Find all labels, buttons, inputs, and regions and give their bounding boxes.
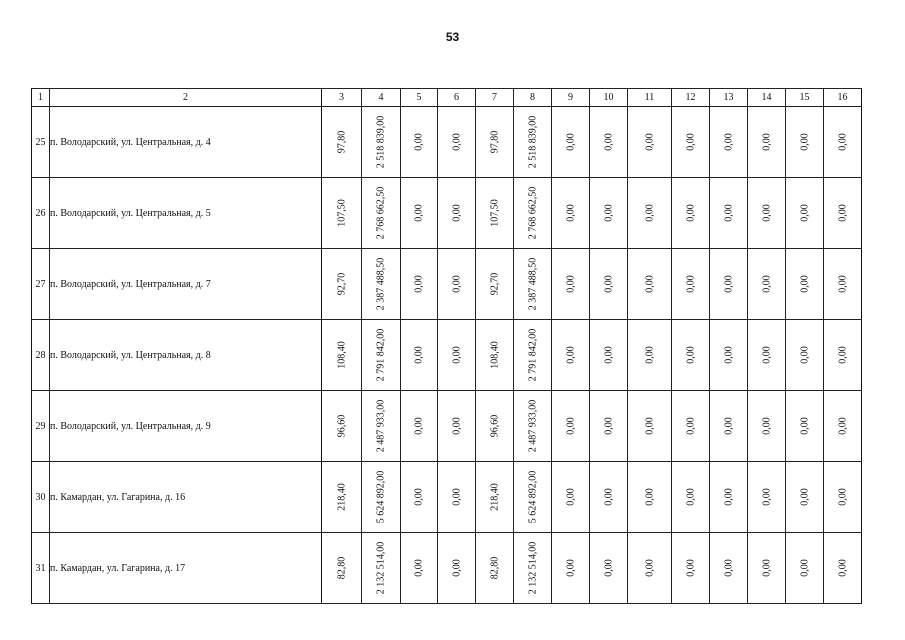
table-row <box>32 107 862 178</box>
value-text: 0,00 <box>603 275 614 293</box>
value-text: 2 487 933,00 <box>375 399 387 453</box>
value-text: 0,00 <box>565 488 576 506</box>
value-text: 0,00 <box>451 204 462 222</box>
value-text: 0,00 <box>644 417 655 435</box>
value-text: 0,00 <box>644 204 655 222</box>
column-header-9: 9 <box>552 89 590 107</box>
value-cell-col-15 <box>786 391 824 462</box>
value-text: 2 132 514,00 <box>527 541 538 595</box>
value-text: 82,80 <box>489 556 500 580</box>
value-text: 0,00 <box>799 204 810 222</box>
value-text: 0,00 <box>685 488 696 506</box>
value-cell-col-13 <box>710 178 748 249</box>
value-cell-col-9 <box>552 462 590 533</box>
value-text: 0,00 <box>685 275 696 293</box>
value-text: 0,00 <box>761 346 772 364</box>
value-cell-col-4 <box>362 107 401 178</box>
value-text: 0,00 <box>837 346 848 364</box>
value-cell-col-4 <box>362 462 401 533</box>
value-cell-col-10 <box>590 533 628 604</box>
value-cell-col-3 <box>322 320 362 391</box>
value-text: 2 518 839,00 <box>375 115 387 169</box>
column-header-10: 10 <box>590 89 628 107</box>
value-text: 2 387 488,50 <box>527 257 538 311</box>
value-cell-col-16 <box>824 391 862 462</box>
value-text: 0,00 <box>799 275 810 293</box>
value-text: 0,00 <box>837 417 848 435</box>
value-cell-col-14 <box>748 391 786 462</box>
value-cell-col-6 <box>438 107 476 178</box>
value-text: 0,00 <box>603 559 614 577</box>
value-cell-col-7 <box>476 107 514 178</box>
value-text: 82,80 <box>336 556 347 580</box>
column-header-11: 11 <box>628 89 672 107</box>
table-body <box>32 107 862 604</box>
column-header-15: 15 <box>786 89 824 107</box>
value-text: 0,00 <box>413 204 425 222</box>
value-text: 0,00 <box>685 346 696 364</box>
page-number: 53 <box>445 30 460 44</box>
value-cell-col-11 <box>628 320 672 391</box>
value-cell-col-16 <box>824 178 862 249</box>
value-text: 0,00 <box>603 346 614 364</box>
value-cell-col-12 <box>672 249 710 320</box>
value-text: 96,60 <box>489 414 500 438</box>
value-text: 0,00 <box>761 275 772 293</box>
value-text: 0,00 <box>565 133 576 151</box>
value-text: 96,60 <box>336 414 347 438</box>
value-cell-col-15 <box>786 249 824 320</box>
value-text: 0,00 <box>413 133 425 151</box>
value-cell-col-7 <box>476 391 514 462</box>
column-header-6: 6 <box>438 89 476 107</box>
value-text: 0,00 <box>837 133 848 151</box>
value-text: 0,00 <box>565 204 576 222</box>
column-header-4: 4 <box>362 89 401 107</box>
value-cell-col-7 <box>476 533 514 604</box>
value-cell-col-13 <box>710 107 748 178</box>
value-cell-col-10 <box>590 178 628 249</box>
value-cell-col-6 <box>438 391 476 462</box>
value-text: 2 791 842,00 <box>527 328 538 382</box>
value-text: 108,40 <box>489 341 500 369</box>
column-header-12: 12 <box>672 89 710 107</box>
row-number-cell: 29 <box>32 391 50 462</box>
value-text: 5 624 892,00 <box>375 470 387 524</box>
value-text: 107,50 <box>336 199 347 227</box>
value-cell-col-4 <box>362 249 401 320</box>
value-text: 218,40 <box>489 483 500 511</box>
value-text: 2 387 488,50 <box>375 257 387 311</box>
value-text: 2 132 514,00 <box>375 541 387 595</box>
value-cell-col-11 <box>628 533 672 604</box>
value-cell-col-5 <box>401 462 438 533</box>
address-cell: п. Володарский, ул. Центральная, д. 4 <box>50 107 322 178</box>
value-text: 0,00 <box>413 417 425 435</box>
value-text: 92,70 <box>489 272 500 296</box>
value-text: 0,00 <box>723 275 734 293</box>
value-text: 0,00 <box>723 417 734 435</box>
row-number-cell: 28 <box>32 320 50 391</box>
value-cell-col-14 <box>748 320 786 391</box>
value-text: 0,00 <box>413 346 425 364</box>
value-cell-col-15 <box>786 107 824 178</box>
value-cell-col-5 <box>401 107 438 178</box>
address-cell: п. Камардан, ул. Гагарина, д. 17 <box>50 533 322 604</box>
value-text: 0,00 <box>565 346 576 364</box>
value-text: 0,00 <box>799 488 810 506</box>
column-header-2: 2 <box>50 89 322 107</box>
value-text: 0,00 <box>603 417 614 435</box>
value-cell-col-3 <box>322 178 362 249</box>
value-text: 92,70 <box>336 272 347 296</box>
value-text: 0,00 <box>761 559 772 577</box>
value-cell-col-11 <box>628 249 672 320</box>
address-cell: п. Володарский, ул. Центральная, д. 9 <box>50 391 322 462</box>
row-number-cell: 27 <box>32 249 50 320</box>
value-text: 0,00 <box>644 275 655 293</box>
value-cell-col-9 <box>552 320 590 391</box>
value-cell-col-11 <box>628 178 672 249</box>
value-text: 108,40 <box>336 341 347 369</box>
value-text: 0,00 <box>565 559 576 577</box>
row-number-cell: 25 <box>32 107 50 178</box>
value-text: 0,00 <box>799 133 810 151</box>
value-text: 0,00 <box>837 559 848 577</box>
address-cell: п. Камардан, ул. Гагарина, д. 16 <box>50 462 322 533</box>
column-header-13: 13 <box>710 89 748 107</box>
value-cell-col-8 <box>514 178 552 249</box>
value-cell-col-10 <box>590 391 628 462</box>
value-text: 0,00 <box>723 488 734 506</box>
value-text: 0,00 <box>644 133 655 151</box>
value-text: 0,00 <box>685 204 696 222</box>
value-cell-col-6 <box>438 533 476 604</box>
value-cell-col-11 <box>628 107 672 178</box>
value-cell-col-13 <box>710 533 748 604</box>
value-text: 0,00 <box>799 559 810 577</box>
value-text: 2 518 839,00 <box>527 115 538 169</box>
value-cell-col-16 <box>824 533 862 604</box>
row-number-cell: 31 <box>32 533 50 604</box>
value-text: 0,00 <box>837 275 848 293</box>
value-cell-col-12 <box>672 107 710 178</box>
table-row <box>32 462 862 533</box>
address-cell: п. Володарский, ул. Центральная, д. 5 <box>50 178 322 249</box>
value-cell-col-4 <box>362 533 401 604</box>
value-text: 0,00 <box>451 417 462 435</box>
value-text: 0,00 <box>644 346 655 364</box>
value-cell-col-14 <box>748 249 786 320</box>
column-header-5: 5 <box>401 89 438 107</box>
value-cell-col-13 <box>710 249 748 320</box>
value-cell-col-11 <box>628 462 672 533</box>
value-text: 0,00 <box>413 559 425 577</box>
value-cell-col-11 <box>628 391 672 462</box>
table-row <box>32 249 862 320</box>
column-header-1: 1 <box>32 89 50 107</box>
value-text: 0,00 <box>451 346 462 364</box>
value-text: 0,00 <box>565 275 576 293</box>
value-cell-col-3 <box>322 533 362 604</box>
value-cell-col-3 <box>322 462 362 533</box>
value-cell-col-5 <box>401 533 438 604</box>
value-cell-col-14 <box>748 107 786 178</box>
value-cell-col-10 <box>590 249 628 320</box>
value-text: 0,00 <box>685 417 696 435</box>
value-cell-col-16 <box>824 462 862 533</box>
value-cell-col-7 <box>476 320 514 391</box>
value-cell-col-14 <box>748 533 786 604</box>
value-cell-col-8 <box>514 462 552 533</box>
value-text: 0,00 <box>603 133 614 151</box>
value-text: 0,00 <box>685 559 696 577</box>
value-text: 0,00 <box>603 488 614 506</box>
value-cell-col-9 <box>552 107 590 178</box>
value-cell-col-6 <box>438 249 476 320</box>
value-text: 0,00 <box>644 559 655 577</box>
value-cell-col-3 <box>322 249 362 320</box>
table-row <box>32 533 862 604</box>
value-cell-col-6 <box>438 462 476 533</box>
value-text: 0,00 <box>685 133 696 151</box>
value-text: 0,00 <box>413 488 425 506</box>
value-cell-col-9 <box>552 391 590 462</box>
value-cell-col-15 <box>786 533 824 604</box>
value-text: 0,00 <box>451 559 462 577</box>
value-text: 2 768 662,50 <box>527 186 538 240</box>
value-cell-col-13 <box>710 391 748 462</box>
value-cell-col-3 <box>322 107 362 178</box>
value-cell-col-15 <box>786 462 824 533</box>
value-cell-col-7 <box>476 249 514 320</box>
value-text: 0,00 <box>799 346 810 364</box>
value-text: 2 768 662,50 <box>375 186 387 240</box>
value-cell-col-5 <box>401 391 438 462</box>
value-text: 97,80 <box>489 130 500 154</box>
value-cell-col-9 <box>552 178 590 249</box>
column-header-8: 8 <box>514 89 552 107</box>
value-text: 0,00 <box>451 488 462 506</box>
value-text: 0,00 <box>723 559 734 577</box>
value-text: 97,80 <box>336 130 347 154</box>
table-row <box>32 391 862 462</box>
value-cell-col-15 <box>786 320 824 391</box>
value-text: 5 624 892,00 <box>527 470 538 524</box>
value-text: 0,00 <box>761 133 772 151</box>
value-cell-col-12 <box>672 462 710 533</box>
value-text: 0,00 <box>837 204 848 222</box>
value-cell-col-4 <box>362 391 401 462</box>
value-cell-col-4 <box>362 320 401 391</box>
value-cell-col-16 <box>824 107 862 178</box>
address-cell: п. Володарский, ул. Центральная, д. 8 <box>50 320 322 391</box>
value-cell-col-12 <box>672 178 710 249</box>
value-cell-col-16 <box>824 320 862 391</box>
value-cell-col-8 <box>514 320 552 391</box>
value-cell-col-7 <box>476 178 514 249</box>
value-text: 0,00 <box>644 488 655 506</box>
value-cell-col-4 <box>362 178 401 249</box>
column-header-3: 3 <box>322 89 362 107</box>
value-text: 0,00 <box>723 133 734 151</box>
column-header-16: 16 <box>824 89 862 107</box>
value-text: 0,00 <box>451 133 462 151</box>
value-cell-col-12 <box>672 320 710 391</box>
value-cell-col-8 <box>514 107 552 178</box>
value-cell-col-5 <box>401 178 438 249</box>
value-text: 0,00 <box>761 488 772 506</box>
value-cell-col-8 <box>514 533 552 604</box>
value-cell-col-10 <box>590 107 628 178</box>
value-text: 218,40 <box>336 483 347 511</box>
header-row <box>32 89 862 107</box>
row-number-cell: 30 <box>32 462 50 533</box>
value-text: 2 487 933,00 <box>527 399 538 453</box>
value-text: 0,00 <box>761 204 772 222</box>
column-header-14: 14 <box>748 89 786 107</box>
value-text: 0,00 <box>413 275 425 293</box>
value-cell-col-14 <box>748 178 786 249</box>
value-text: 0,00 <box>565 417 576 435</box>
data-table <box>31 88 862 604</box>
value-cell-col-9 <box>552 249 590 320</box>
table-row <box>32 178 862 249</box>
value-cell-col-7 <box>476 462 514 533</box>
value-cell-col-15 <box>786 178 824 249</box>
value-text: 2 791 842,00 <box>375 328 387 382</box>
value-text: 0,00 <box>761 417 772 435</box>
value-text: 0,00 <box>603 204 614 222</box>
value-text: 0,00 <box>799 417 810 435</box>
value-cell-col-14 <box>748 462 786 533</box>
value-cell-col-8 <box>514 249 552 320</box>
value-text: 0,00 <box>723 346 734 364</box>
value-cell-col-13 <box>710 462 748 533</box>
column-header-7: 7 <box>476 89 514 107</box>
value-cell-col-6 <box>438 320 476 391</box>
value-cell-col-3 <box>322 391 362 462</box>
value-cell-col-12 <box>672 391 710 462</box>
value-cell-col-13 <box>710 320 748 391</box>
value-cell-col-9 <box>552 533 590 604</box>
value-cell-col-8 <box>514 391 552 462</box>
value-text: 0,00 <box>451 275 462 293</box>
value-text: 0,00 <box>837 488 848 506</box>
row-number-cell: 26 <box>32 178 50 249</box>
table-row <box>32 320 862 391</box>
value-cell-col-5 <box>401 320 438 391</box>
value-cell-col-10 <box>590 320 628 391</box>
value-cell-col-6 <box>438 178 476 249</box>
value-text: 0,00 <box>723 204 734 222</box>
value-cell-col-10 <box>590 462 628 533</box>
value-cell-col-12 <box>672 533 710 604</box>
value-cell-col-16 <box>824 249 862 320</box>
value-text: 107,50 <box>489 199 500 227</box>
address-cell: п. Володарский, ул. Центральная, д. 7 <box>50 249 322 320</box>
value-cell-col-5 <box>401 249 438 320</box>
